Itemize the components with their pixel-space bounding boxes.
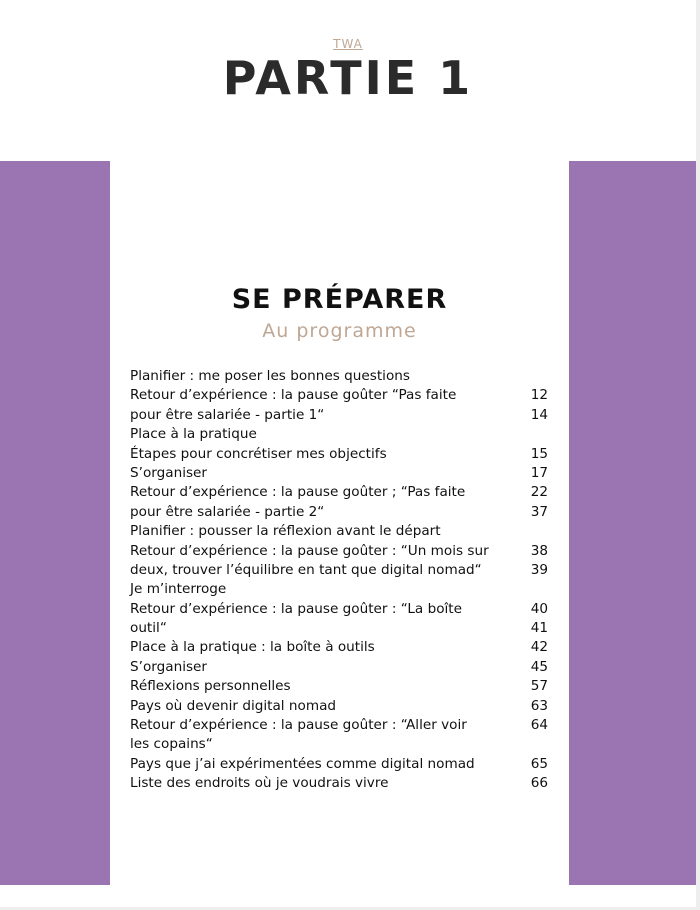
toc-row (130, 619, 548, 638)
toc-entry-text: Pays où devenir digital nomad (130, 697, 337, 714)
toc-entry-text: les copains“ (130, 736, 213, 753)
toc-page-number: 39 (530, 561, 548, 578)
left-purple-band (0, 161, 110, 885)
toc-row (130, 697, 548, 716)
toc-row (130, 483, 548, 502)
toc-entry-text: S’organiser (130, 464, 208, 481)
toc-entry-text: Planifier : me poser les bonnes questions (130, 368, 410, 384)
toc-row (130, 386, 548, 405)
toc-entry-text: Retour d’expérience : la pause goûter ; “Pas faite (130, 484, 466, 501)
toc-row (130, 677, 548, 696)
right-purple-band (569, 161, 696, 885)
toc-page-number: 17 (530, 464, 548, 481)
toc-row (130, 425, 548, 444)
toc-entry-text: Retour d’expérience : la pause goûter “Pas faite (130, 387, 457, 404)
toc-page-number: 40 (530, 600, 548, 617)
toc-entry-text: Liste des endroits où je voudrais vivre (130, 775, 389, 792)
toc-entry-text: pour être salariée - partie 1“ (130, 406, 325, 423)
part-title: PARTIE 1 (222, 51, 474, 105)
toc-page-number: 37 (530, 503, 548, 520)
toc-entry-text: Réflexions personnelles (130, 678, 291, 695)
toc-row (130, 464, 548, 483)
section-title: SE PRÉPARER (231, 284, 448, 315)
toc-entry-text: Place à la pratique (130, 426, 257, 443)
toc-row (130, 755, 548, 774)
toc-row (130, 638, 548, 657)
toc-entry-text: Place à la pratique : la boîte à outils (130, 639, 375, 656)
toc-page-number: 42 (530, 639, 548, 656)
toc-row (130, 406, 548, 425)
toc-row (130, 503, 548, 522)
toc-page-number: 65 (530, 755, 548, 772)
toc-page-number: 14 (530, 406, 548, 423)
toc-entry-text: Étapes pour concrétiser mes objectifs (130, 445, 387, 462)
toc-row (130, 580, 548, 599)
toc-page-number: 66 (530, 775, 548, 792)
toc-entry-text: Je m’interroge (130, 581, 227, 598)
toc-page-number: 45 (530, 658, 548, 675)
toc-page-number: 15 (530, 445, 548, 462)
toc-page-number: 38 (530, 542, 548, 559)
toc-entry-text: Pays que j’ai expérimentées comme digital nomad (130, 755, 475, 772)
toc-entry-text: Retour d’expérience : la pause goûter : “Aller voir (130, 717, 467, 734)
toc-row (130, 367, 548, 386)
brand-label: TWA (333, 37, 363, 51)
toc-entry-text: Retour d’expérience : la pause goûter : “Un mois sur (130, 542, 489, 559)
toc-page-number: 22 (530, 484, 548, 501)
toc-row (130, 522, 548, 541)
toc-entry-text: pour être salariée - partie 2“ (130, 503, 325, 520)
toc-row (130, 542, 548, 561)
toc-page-number: 41 (530, 620, 548, 637)
toc-entry-text: S’organiser (130, 658, 208, 675)
toc-page-number: 63 (530, 697, 548, 714)
toc-entry-text: Retour d’expérience : la pause goûter : “La boîte (130, 600, 462, 617)
toc-row (130, 716, 548, 735)
toc-page-number: 57 (530, 678, 548, 695)
toc-page-number: 64 (530, 717, 548, 734)
toc-page-number: 12 (530, 387, 548, 404)
toc-row (130, 600, 548, 619)
page-edge-right (696, 0, 700, 910)
toc-row (130, 561, 548, 580)
toc-entry-text: outil“ (130, 620, 167, 637)
toc-row (130, 658, 548, 677)
section-subtitle: Au programme (262, 320, 417, 342)
toc-entry-text: Planifier : pousser la réflexion avant le départ (130, 523, 441, 540)
toc-entry-text: deux, trouver l’équilibre en tant que digital nomad“ (130, 561, 482, 578)
toc-row (130, 445, 548, 464)
table-of-contents (130, 367, 548, 794)
toc-row (130, 735, 548, 754)
toc-row (130, 774, 548, 793)
